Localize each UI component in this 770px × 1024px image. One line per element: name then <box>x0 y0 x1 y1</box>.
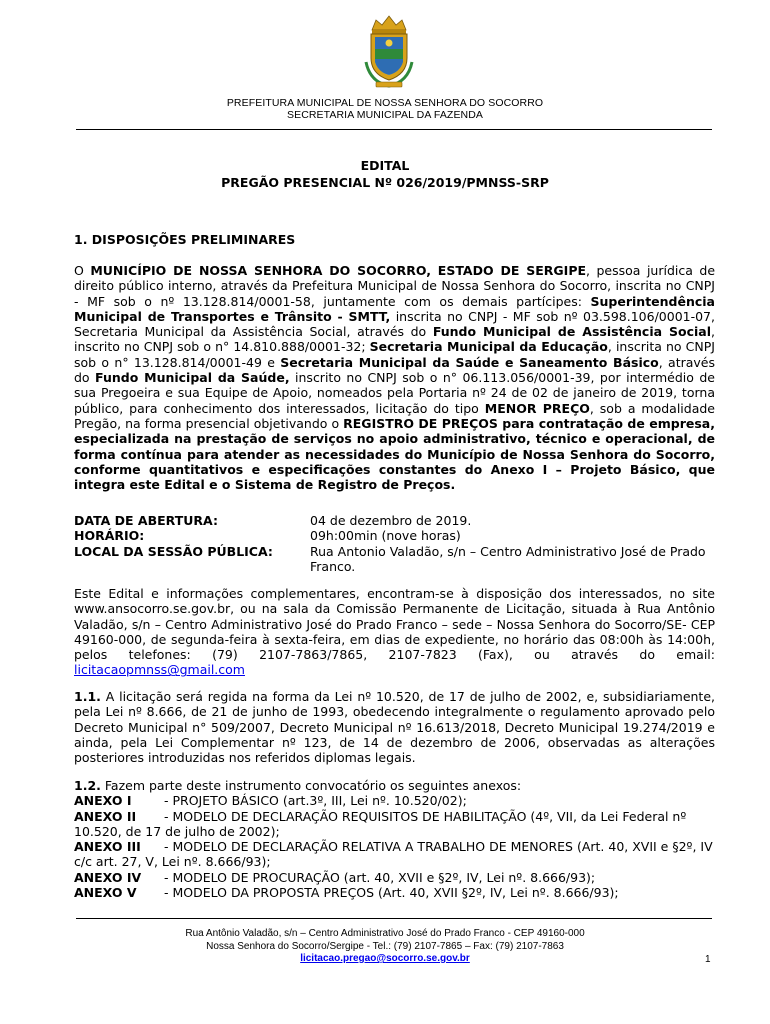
detail-row-location <box>74 544 720 575</box>
annex-item: ANEXO I - PROJETO BÁSICO (art.3º, III, Lei nº. 10.520/02); <box>74 793 467 809</box>
detail-row-opening-date <box>74 513 720 528</box>
footer-address: Rua Antônio Valadão, s/n – Centro Administrativo José do Prado Franco - CEP 49160-000 <box>185 928 585 939</box>
clause-1-2: 1.2. Fazem parte deste instrumento convocatório os seguintes anexos: <box>74 778 522 793</box>
municipal-crest-logo <box>364 12 414 90</box>
info-paragraph: Este Edital e informações complementares, encontram-se à disposição dos interessados, no site www.ansocorro.se.gov.br, ou na sala da Comissão Permanente de Licitação, situada à Rua Antônio Valadão, s/n – Centro Administrativo José do Prado Franco – sede – Nossa Senhora do Socorro/SE- CEP 49160-000, de segunda-feira à sexta-feira, em dias de expediente, no horário das 08:00h às 14:00h, pelos telefones: (79) 2107-7863/7865, 2107-7823 (Fax), ou através do email: licitacaopmnss@gmail.com <box>74 586 715 678</box>
document-subtitle: PREGÃO PRESENCIAL Nº 026/2019/PMNSS-SRP <box>221 175 549 190</box>
document-title: EDITAL <box>360 158 410 173</box>
detail-label: DATA DE ABERTURA: <box>74 513 218 528</box>
annex-item: ANEXO V - MODELO DA PROPOSTA PREÇOS (Art. 40, XVII §2º, IV, Lei nº. 8.666/93); <box>74 885 619 901</box>
clause-1-1: 1.1. A licitação será regida na forma da Lei nº 10.520, de 17 de julho de 2002, e, subsidiariamente, pela Lei nº 8.666, de 21 de junho de 1993, obedecendo integralmente o regulamento aprovado pelo Decreto Municipal n° 509/2007, Decreto Municipal nº 16.613/2018, Decreto Municipal 19.274/2019 e ainda, pela Lei Complementar nº 123, de 14 de dezembro de 2006, observadas as alterações posteriores introduzidas nos referidos diplomas legais. <box>74 689 715 766</box>
page-number: 1 <box>705 954 711 965</box>
footer-phones: Nossa Senhora do Socorro/Sergipe - Tel.: (79) 2107-7865 – Fax: (79) 2107-7863 <box>206 940 564 952</box>
header-prefeitura: PREFEITURA MUNICIPAL DE NOSSA SENHORA DO SOCORRO <box>226 97 544 109</box>
detail-value: Rua Antonio Valadão, s/n – Centro Administrativo José de Prado Franco. <box>310 543 706 574</box>
footer <box>0 928 770 966</box>
intro-paragraph: O MUNICÍPIO DE NOSSA SENHORA DO SOCORRO, ESTADO DE SERGIPE, pessoa jurídica de direito público interno, através da Prefeitura Municipal de Nossa Senhora do Socorro, inscrita no CNPJ - MF sob o nº 13.128.814/0001-58, juntamente com os demais partícipes: Superintendência Municipal de Transportes e Trânsito - SMTT, inscrita no CNPJ - MF sob nº 03.598.106/0001-07, Secretaria Municipal da Assistência Social, através do Fundo Municipal de Assistência Social, inscrito no CNPJ sob o n° 14.810.888/0001-32; Secretaria Municipal da Educação, inscrita no CNPJ sob o n° 13.128.814/0001-49 e Secretaria Municipal da Saúde e Saneamento Básico, através do Fundo Municipal da Saúde, inscrito no CNPJ sob o n° 06.113.056/0001-39, por intermédio de sua Pregoeira e sua Equipe de Apoio, nomeados pela Portaria nº 24 de 02 de janeiro de 2019, torna público, para conhecimento dos interessados, licitação do tipo MENOR PREÇO, sob a modalidade Pregão, na forma presencial objetivando o REGISTRO DE PREÇOS para contratação de empresa, especializada na prestação de serviços no apoio administrativo, técnico e operacional, de forma contínua para atender as necessidades do Município de Nossa Senhora do Socorro, conforme quantitativos e especificações constantes do Anexo I – Projeto Básico, que integra este Edital e o Sistema de Registro de Preços. <box>74 263 716 493</box>
detail-label: LOCAL DA SESSÃO PÚBLICA: <box>74 543 273 559</box>
annex-item: ANEXO III - MODELO DE DECLARAÇÃO RELATIVA A TRABALHO DE MENORES (Art. 40, XVII e §2º, IV c/c art. 27, V, Lei nº. 8.666/93); <box>74 839 713 870</box>
footer-divider <box>76 918 712 919</box>
session-details <box>74 513 720 574</box>
annex-item: ANEXO II - MODELO DE DECLARAÇÃO REQUISITOS DE HABILITAÇÃO (4º, VII, da Lei Federal nº 10.520, de 17 de julho de 2002); <box>74 808 687 839</box>
detail-row-time <box>74 528 720 543</box>
detail-value: 04 de dezembro de 2019. <box>310 513 472 528</box>
annex-item: ANEXO IV - MODELO DE PROCURAÇÃO (art. 40, XVII e §2º, IV, Lei nº. 8.666/93); <box>74 869 596 885</box>
annexes-list <box>74 778 715 900</box>
header-divider <box>76 129 712 130</box>
header-secretaria: SECRETARIA MUNICIPAL DA FAZENDA <box>286 109 484 121</box>
footer-email-link[interactable]: licitacao.pregao@socorro.se.gov.br <box>300 953 470 964</box>
section-heading: 1. DISPOSIÇÕES PRELIMINARES <box>74 232 296 247</box>
detail-value: 09h:00min (nove horas) <box>310 528 461 544</box>
contact-email-link[interactable]: licitacaopmnss@gmail.com <box>74 662 245 678</box>
detail-label: HORÁRIO: <box>74 528 145 544</box>
